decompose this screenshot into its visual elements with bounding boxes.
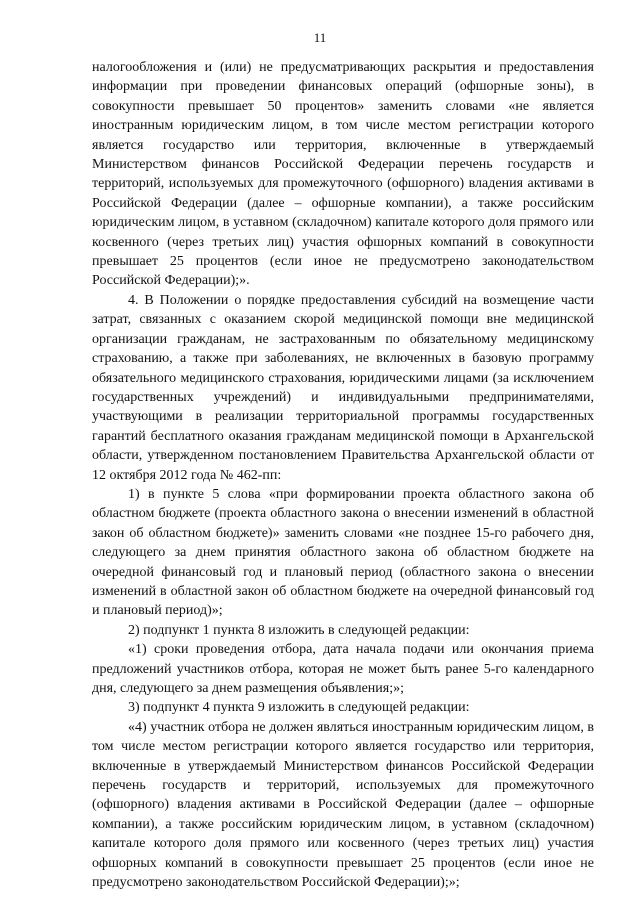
- paragraph: «4) участник отбора не должен являться иностранным юридическим лицом, в том числе местом регистрации которого является государство или территория, включенные в утверждаемый Министерством финансов Российской Федерации перечень государств и территорий, используемых для промежуточного (офшорного) владения активами в Российской Федерации (далее – офшорные компании), а также российским юридическим лицом, в уставном (складочном) капитале которого доля прямого или косвенного (через третьих лиц) участия офшорных компаний в совокупности превышает 25 процентов (если иное не предусмотрено законодательством Российской Федерации);»;: [92, 719, 594, 891]
- paragraph: 4. В Положении о порядке предоставления субсидий на возмещение части затрат, связанных с оказанием скорой медицинской помощи вне медицинской организации гражданам, не застрахованным по обязательному медицинскому страхованию, а также при заболеваниях, не включенных в базовую программу обязательного медицинского страхования, юридическими лицами (за исключением государственных учреждений) и индивидуальными предпринимателями, участвующими в реализации территориальной программы государственных гарантий бесплатного оказания гражданам медицинской помощи в Архангельской области, утвержденном постановлением Правительства Архангельской области от 12 октября 2012 года № 462-пп:: [92, 292, 594, 483]
- paragraph: «1) сроки проведения отбора, дата начала подачи или окончания приема предложений участников отбора, которая не может быть ранее 5-го календарного дня, следующего за днем размещения объявления;»;: [92, 642, 594, 696]
- paragraph: 2) подпункт 1 пункта 8 изложить в следующей редакции:: [128, 622, 470, 638]
- document-body: [92, 58, 594, 892]
- paragraph: 1) в пункте 5 слова «при формировании проекта областного закона об областном бюджете (проекта областного закона о внесении изменений в областной закон об областном бюджете)» заменить словами «не позднее 15-го рабочего дня, следующего за днем принятия областного закона об областном бюджете на очередной финансовый год и плановый период (областного закона о внесении изменений в областной закон об областном бюджете на очередной финансовый год и плановый период)»;: [92, 486, 594, 619]
- paragraph: налогообложения и (или) не предусматривающих раскрытия и предоставления информации при проведении финансовых операций (офшорные зоны), в совокупности превышает 50 процентов» заменить словами «не является иностранным юридическим лицом, в том числе местом регистрации которого является государство или территория, включенные в утверждаемый Министерством финансов Российской Федерации перечень государств и территорий, используемых для промежуточного (офшорного) владения активами в Российской Федерации (далее – офшорные компании), а также российским юридическим лицом, в уставном (складочном) капитале которого доля прямого или косвенного (через третьих лиц) участия офшорных компаний в совокупности превышает 25 процентов (если иное не предусмотрено законодательством Российской Федерации);».: [92, 60, 594, 289]
- paragraph: 3) подпункт 4 пункта 9 изложить в следующей редакции:: [128, 700, 470, 716]
- page-number: 11: [313, 30, 327, 45]
